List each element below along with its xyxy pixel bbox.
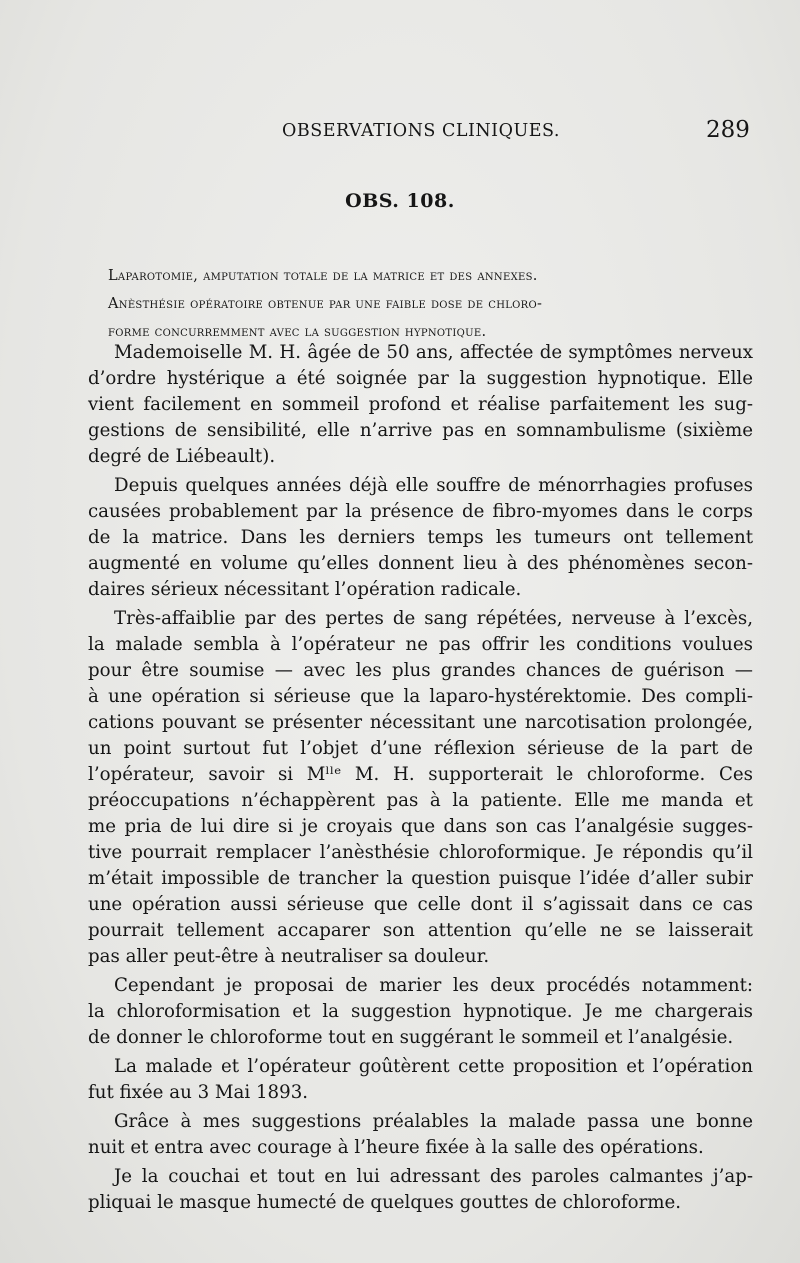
paragraph [88, 340, 753, 470]
text-line: une opération aussi sérieuse que celle dont il s’agissait dans ce cas [88, 894, 753, 915]
text-line: me pria de lui dire si je croyais que dans son cas l’analgésie sugges- [88, 816, 753, 837]
text-line: gestions de sensibilité, elle n’arrive pas en somnambulisme (sixième [88, 420, 753, 441]
text-line: la chloroformisation et la suggestion hypnotique. Je me chargerais [88, 1001, 753, 1022]
paragraph [88, 606, 753, 970]
subtitle-line: Anèsthésie opératoire obtenue par une faible dose de chloro- [108, 296, 543, 312]
text-line: un point surtout fut l’objet d’une réflexion sérieuse de la part de [88, 738, 753, 759]
text-line: pas aller peut-être à neutraliser sa douleur. [88, 946, 490, 967]
paragraph [88, 973, 753, 1051]
paragraph [88, 473, 753, 603]
text-line: d’ordre hystérique a été soignée par la suggestion hypnotique. Elle [88, 368, 753, 389]
text-line: Cependant je proposai de marier les deux procédés notamment: [114, 975, 753, 996]
text-line: cations pouvant se présenter nécessitant une narcotisation prolongée, [88, 712, 753, 733]
page-header [0, 117, 800, 147]
text-line: degré de Liébeault). [88, 446, 276, 467]
text-line: à une opération si sérieuse que la laparo-hystérektomie. Des compli- [88, 686, 753, 707]
text-line: Je la couchai et tout en lui adressant des paroles calmantes j’ap- [114, 1166, 753, 1187]
text-line: Mademoiselle M. H. âgée de 50 ans, affectée de symptômes nerveux [114, 342, 753, 363]
body-text [88, 340, 753, 1219]
text-line: augmenté en volume qu’elles donnent lieu à des phénomènes secon- [88, 553, 753, 574]
text-line: Grâce à mes suggestions préalables la malade passa une bonne [114, 1111, 753, 1132]
paragraph [88, 1054, 753, 1106]
observation-title: OBS. 108. [345, 190, 455, 212]
text-line: fut fixée au 3 Mai 1893. [88, 1082, 309, 1103]
text-line: tive pourrait remplacer l’anèsthésie chloroformique. Je répondis qu’il [88, 842, 753, 863]
paragraph [88, 1164, 753, 1216]
paragraph [88, 1109, 753, 1161]
subtitle-line: forme concurremment avec la suggestion hypnotique. [108, 324, 487, 340]
subtitle-line: Laparotomie, amputation totale de la matrice et des annexes. [108, 268, 538, 284]
text-line: nuit et entra avec courage à l’heure fixée à la salle des opérations. [88, 1137, 704, 1158]
text-line: daires sérieux nécessitant l’opération radicale. [88, 579, 522, 600]
text-line: causées probablement par la présence de fibro-myomes dans le corps [88, 501, 753, 522]
text-line: la malade sembla à l’opérateur ne pas offrir les conditions voulues [88, 634, 753, 655]
text-line: de donner le chloroforme tout en suggérant le sommeil et l’analgésie. [88, 1027, 734, 1048]
text-line: m’était impossible de trancher la question puisque l’idée d’aller subir [88, 868, 753, 889]
text-line: La malade et l’opérateur goûtèrent cette proposition et l’opération [114, 1056, 753, 1077]
text-line: pourrait tellement accaparer son attention qu’elle ne se laisserait [88, 920, 753, 941]
text-line: préoccupations n’échappèrent pas à la patiente. Elle me manda et [88, 790, 753, 811]
text-line: Depuis quelques années déjà elle souffre de ménorrhagies profuses [114, 475, 753, 496]
text-line: pliquai le masque humecté de quelques gouttes de chloroforme. [88, 1192, 682, 1213]
running-title: OBSERVATIONS CLINIQUES. [282, 121, 560, 141]
text-line: Très-affaiblie par des pertes de sang répétées, nerveuse à l’excès, [114, 608, 753, 629]
observation-subtitle [108, 262, 753, 346]
text-line: vient facilement en sommeil profond et réalise parfaitement les sug- [88, 394, 753, 415]
page-number: 289 [706, 117, 750, 143]
text-line: de la matrice. Dans les derniers temps les tumeurs ont tellement [88, 527, 753, 548]
text-line: l’opérateur, savoir si Mˡˡᵉ M. H. supporterait le chloroforme. Ces [88, 764, 753, 785]
text-line: pour être soumise — avec les plus grandes chances de guérison — [88, 660, 753, 681]
